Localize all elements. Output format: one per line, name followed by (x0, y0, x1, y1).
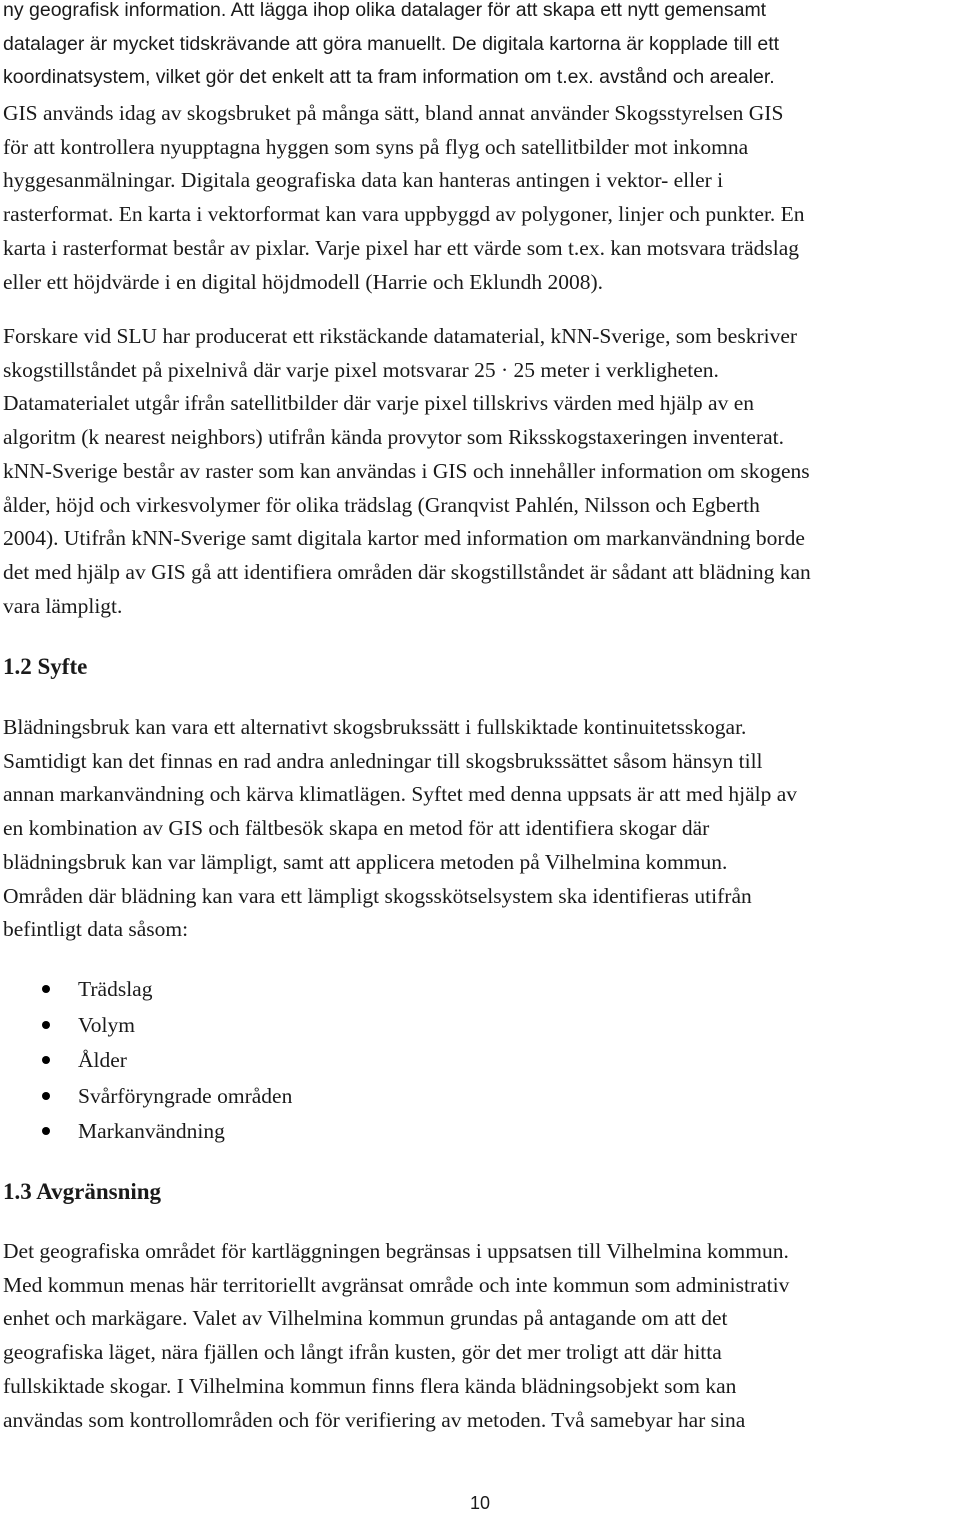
text-line: ålder, höjd och virkesvolymer för olika trädslag (Granqvist Pahlén, Nilsson och Egberth (3, 492, 760, 517)
list-item (3, 1043, 292, 1079)
text-line: blädningsbruk kan var lämpligt, samt att applicera metoden på Vilhelmina kommun. (3, 849, 728, 874)
text-line: befintligt data såsom: (3, 917, 189, 942)
text-line: en kombination av GIS och fältbesök skapa en metod för att identifiera skogar där (3, 816, 710, 841)
text-line: 2004). Utifrån kNN-Sverige samt digitala kartor med information om markanvändning borde (3, 526, 805, 551)
text-line: datalager är mycket tidskrävande att göra manuellt. De digitala kartorna är kopplade till ett (3, 32, 780, 55)
text-line: Med kommun menas här territoriellt avgränsat område och inte kommun som administrativ (3, 1272, 790, 1297)
text-line: Det geografiska området för kartläggningen begränsas i uppsatsen till Vilhelmina kommun. (3, 1239, 789, 1263)
list-item (3, 1079, 292, 1115)
bullet-icon (42, 1056, 50, 1064)
text-line: skogstillståndet på pixelnivå där varje pixel motsvarar 25 · 25 meter i verkligheten. (3, 357, 719, 382)
criteria-bullet-list (3, 972, 292, 1150)
intro-paragraph (3, 0, 779, 95)
list-item (3, 1008, 292, 1044)
text-line: enhet och markägare. Valet av Vilhelmina kommun grundas på antagande om att det (3, 1306, 728, 1331)
text-line: rasterformat. En karta i vektorformat kan vara uppbyggd av polygoner, linjer och punkter. En (3, 202, 805, 227)
avgransning-paragraph (3, 1235, 789, 1437)
syfte-paragraph (3, 711, 797, 947)
text-line: geografiska läget, nära fjällen och långt ifrån kusten, gör det mer troligt att där hitta (3, 1340, 722, 1365)
knn-paragraph (3, 320, 811, 623)
bullet-icon (42, 1092, 50, 1100)
list-item-label: Svårföryngrade områden (78, 1083, 293, 1108)
section-heading-syfte: 1.2 Syfte (3, 654, 88, 679)
list-item-label: Trädslag (78, 977, 153, 1001)
page-number: 10 (469, 1493, 491, 1513)
text-line: användas som kontrollområden och för verifiering av metoden. Två samebyar har sina (3, 1407, 746, 1432)
text-line: kNN-Sverige består av raster som kan användas i GIS och innehåller information om skogens (3, 458, 810, 483)
text-line: Datamaterialet utgår ifrån satellitbilder där varje pixel tillskrivs värden med hjälp av en (3, 391, 755, 416)
text-line: det med hjälp av GIS gå att identifiera områden där skogstillståndet är sådant att blädning kan (3, 559, 811, 584)
text-line: karta i rasterformat består av pixlar. Varje pixel har ett värde som t.ex. kan motsvara trädslag (3, 235, 800, 260)
text-line: koordinatsystem, vilket gör det enkelt att ta fram information om t.ex. avstånd och arealer. (3, 66, 775, 89)
text-line: Samtidigt kan det finnas en rad andra anledningar till skogsbrukssättet såsom hänsyn till (3, 748, 763, 773)
gis-paragraph (3, 97, 805, 299)
list-item-label: Markanvändning (78, 1119, 225, 1143)
list-item-label: Volym (78, 1012, 135, 1037)
bullet-icon (42, 1127, 50, 1135)
text-line: Blädningsbruk kan vara ett alternativt skogsbrukssätt i fullskiktade kontinuitetsskogar. (3, 715, 747, 739)
text-line: för att kontrollera nyupptagna hyggen som syns på flyg och satellitbilder mot inkomna (3, 134, 749, 159)
list-item (3, 1114, 292, 1150)
bullet-icon (42, 985, 50, 993)
text-line: fullskiktade skogar. I Vilhelmina kommun finns flera kända blädningsobjekt som kan (3, 1373, 737, 1398)
text-line: Forskare vid SLU har producerat ett rikstäckande datamaterial, kNN-Sverige, som beskriver (3, 324, 798, 348)
bullet-icon (42, 1021, 50, 1029)
text-line: hyggesanmälningar. Digitala geografiska data kan hanteras antingen i vektor- eller i (3, 168, 724, 193)
text-line: annan markanvändning och kärva klimatlägen. Syftet med denna uppsats är att med hjälp av (3, 782, 798, 807)
text-line: ny geografisk information. Att lägga ihop olika datalager för att skapa ett nytt gemensamt (3, 0, 767, 21)
text-line: GIS används idag av skogsbruket på många sätt, bland annat använder Skogsstyrelsen GIS (3, 101, 784, 125)
text-line: vara lämpligt. (3, 593, 123, 618)
list-item-label: Ålder (78, 1048, 127, 1072)
text-line: Områden där blädning kan vara ett lämpligt skogsskötselsystem ska identifieras utifrån (3, 883, 752, 908)
list-item (3, 972, 292, 1008)
text-line: eller ett höjdvärde i en digital höjdmodell (Harrie och Eklundh 2008). (3, 269, 604, 294)
text-line: algoritm (k nearest neighbors) utifrån kända provytor som Riksskogstaxeringen inventerat. (3, 425, 784, 450)
section-heading-avgransning: 1.3 Avgränsning (3, 1179, 162, 1204)
